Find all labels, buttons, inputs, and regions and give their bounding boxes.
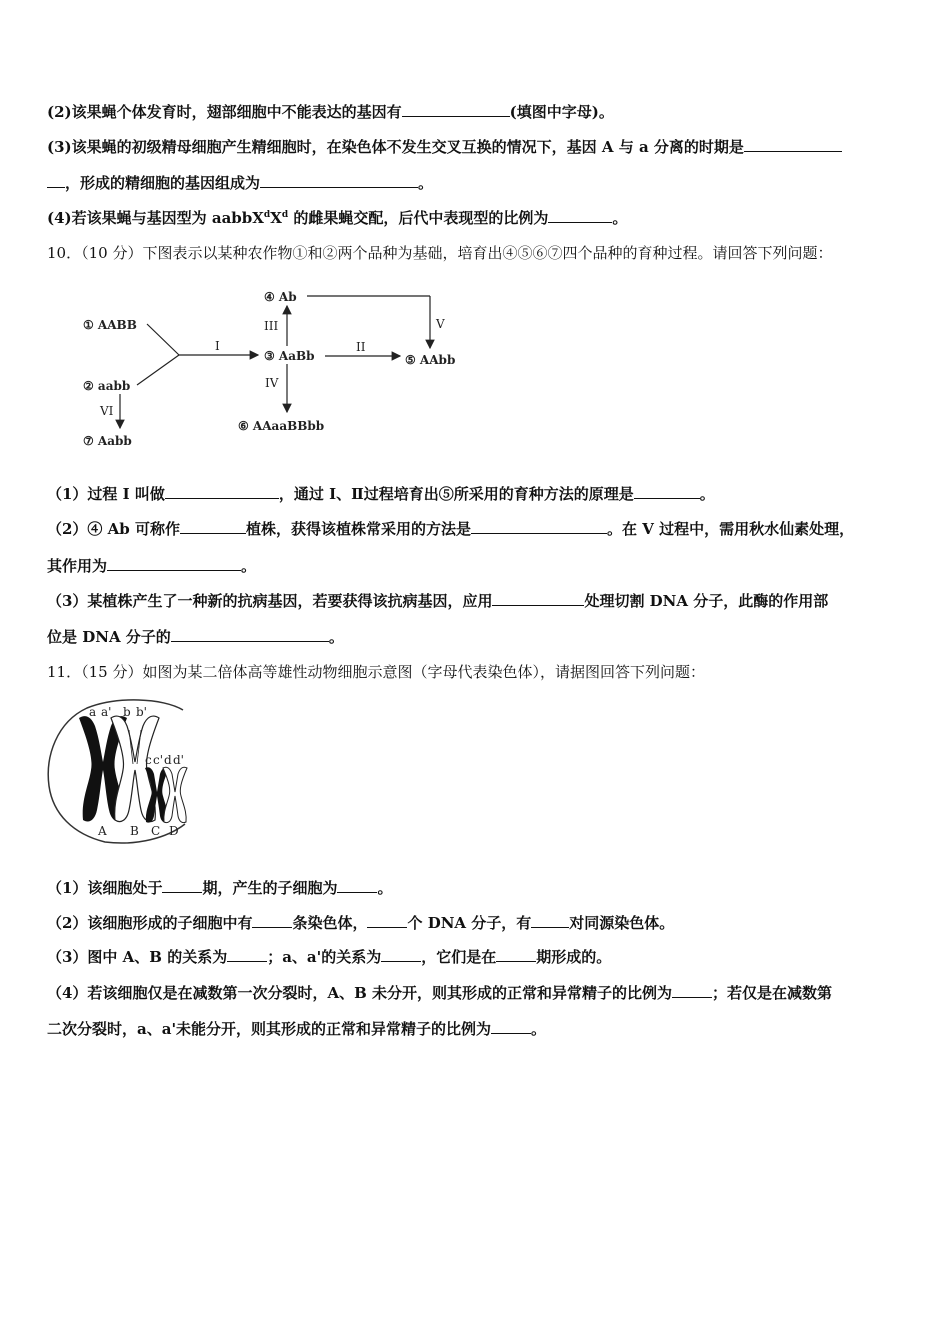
label-a-prime: a'	[101, 705, 112, 719]
q11-sub1: （1）该细胞处于 期，产生的子细胞为 。	[47, 879, 393, 897]
answer-blank[interactable]	[402, 102, 510, 117]
label-chrom-b: B	[130, 824, 139, 838]
label-d: d	[164, 753, 172, 767]
label-process-i: I	[215, 339, 220, 353]
answer-blank[interactable]	[744, 137, 842, 152]
merge-line-1	[147, 324, 179, 355]
label-c: c	[145, 753, 152, 767]
q11-sub4-line1: （4）若该细胞仅是在减数第一次分裂时，A、B 未分开，则其形成的正常和异常精子的比例为 ；若仅是在减数第	[47, 984, 832, 1002]
label-process-iii: III	[264, 319, 279, 333]
label-chrom-d: D	[169, 824, 179, 838]
label-a: a	[89, 705, 97, 719]
q11-sub2: （2）该细胞形成的子细胞中有 条染色体， 个 DNA 分子，有 对同源染色体。	[47, 914, 675, 932]
answer-blank[interactable]	[381, 947, 421, 962]
label-c-prime: c'	[153, 753, 164, 767]
label-process-vi: VI	[100, 404, 114, 418]
cell-diagram	[45, 696, 195, 846]
answer-blank[interactable]	[492, 591, 584, 606]
label-b: b	[123, 705, 131, 719]
q11-sub3: （3）图中 A、B 的关系为 ；a、a'的关系为 ，它们是在 期形成的。	[47, 948, 612, 966]
label-b-prime: b'	[136, 705, 147, 719]
node-5-aabb: ⑤ AAbb	[405, 353, 456, 367]
answer-blank[interactable]	[634, 484, 700, 499]
q9-part3-line2: ，形成的精细胞的基因组成为 。	[47, 173, 433, 193]
node-3-aabb: ③ AaBb	[264, 349, 315, 363]
q9-part4: (4)若该果蝇与基因型为 $aabbX^dX^d$ 的雌果蝇交配，后代中表现型的比例为 。	[47, 209, 628, 227]
q10-sub2-line1: （2）④ Ab 可称作 植株，获得该植株常采用的方法是 。在 V 过程中，需用秋水仙素处理，	[47, 520, 855, 538]
q10-sub3-line1: （3）某植株产生了一种新的抗病基因，若要获得该抗病基因，应用 处理切割 DNA 分子，此酶的作用部	[47, 592, 829, 610]
answer-blank[interactable]	[171, 627, 329, 642]
answer-blank[interactable]	[252, 913, 292, 928]
breeding-diagram	[75, 282, 475, 450]
label-d-prime: d'	[173, 753, 184, 767]
answer-blank[interactable]	[367, 913, 407, 928]
label-process-v: V	[436, 317, 445, 331]
answer-blank[interactable]	[165, 484, 279, 499]
answer-blank[interactable]	[260, 173, 418, 188]
label-chrom-c: C	[151, 824, 161, 838]
answer-blank[interactable]	[548, 208, 612, 223]
answer-blank[interactable]	[496, 947, 536, 962]
merge-line-2	[137, 355, 179, 385]
answer-blank[interactable]	[337, 878, 377, 893]
node-7-aabb: ⑦ Aabb	[83, 434, 132, 448]
answer-blank[interactable]	[47, 173, 65, 188]
q9-part2: (2)该果蝇个体发育时，翅部细胞中不能表达的基因有 (填图中字母)。	[47, 103, 614, 121]
label-chrom-a: A	[98, 824, 107, 838]
label-process-ii: II	[356, 340, 366, 354]
q11-header: 11．（15 分）如图为某二倍体高等雄性动物细胞示意图（字母代表染色体），请据图回答下列问题：	[47, 663, 705, 681]
q9-part3-line1: (3)该果蝇的初级精母细胞产生精细胞时，在染色体不发生交叉互换的情况下，基因 A 与 a 分离的时期是	[47, 137, 842, 157]
answer-blank[interactable]	[491, 1019, 531, 1034]
q10-sub2-line2: 其作用为 。	[47, 557, 257, 575]
q10-sub1: （1）过程 I 叫做 ，通过 I、Ⅱ过程培育出⑤所采用的育种方法的原理是 。	[47, 485, 715, 503]
node-2-aabb: ② aabb	[83, 379, 131, 393]
answer-blank[interactable]	[227, 947, 267, 962]
node-4-ab: ④ Ab	[264, 290, 297, 304]
chromosome-d	[163, 767, 187, 822]
answer-blank[interactable]	[531, 913, 569, 928]
node-6-aaaabbbb: ⑥ AAaaBBbb	[238, 419, 325, 433]
answer-blank[interactable]	[107, 556, 241, 571]
answer-blank[interactable]	[180, 519, 246, 534]
answer-blank[interactable]	[471, 519, 607, 534]
q10-sub3-line2: 位是 DNA 分子的 。	[47, 628, 344, 646]
q10-header: 10．（10 分）下图表示以某种农作物①和②两个品种为基础，培育出④⑤⑥⑦四个品种的育种过程。请回答下列问题：	[47, 244, 833, 262]
answer-blank[interactable]	[672, 983, 712, 998]
label-process-iv: IV	[265, 376, 279, 390]
node-1-aabb: ① AABB	[83, 318, 137, 332]
q11-sub4-line2: 二次分裂时，a、a'未能分开，则其形成的正常和异常精子的比例为 。	[47, 1020, 547, 1038]
answer-blank[interactable]	[162, 878, 202, 893]
